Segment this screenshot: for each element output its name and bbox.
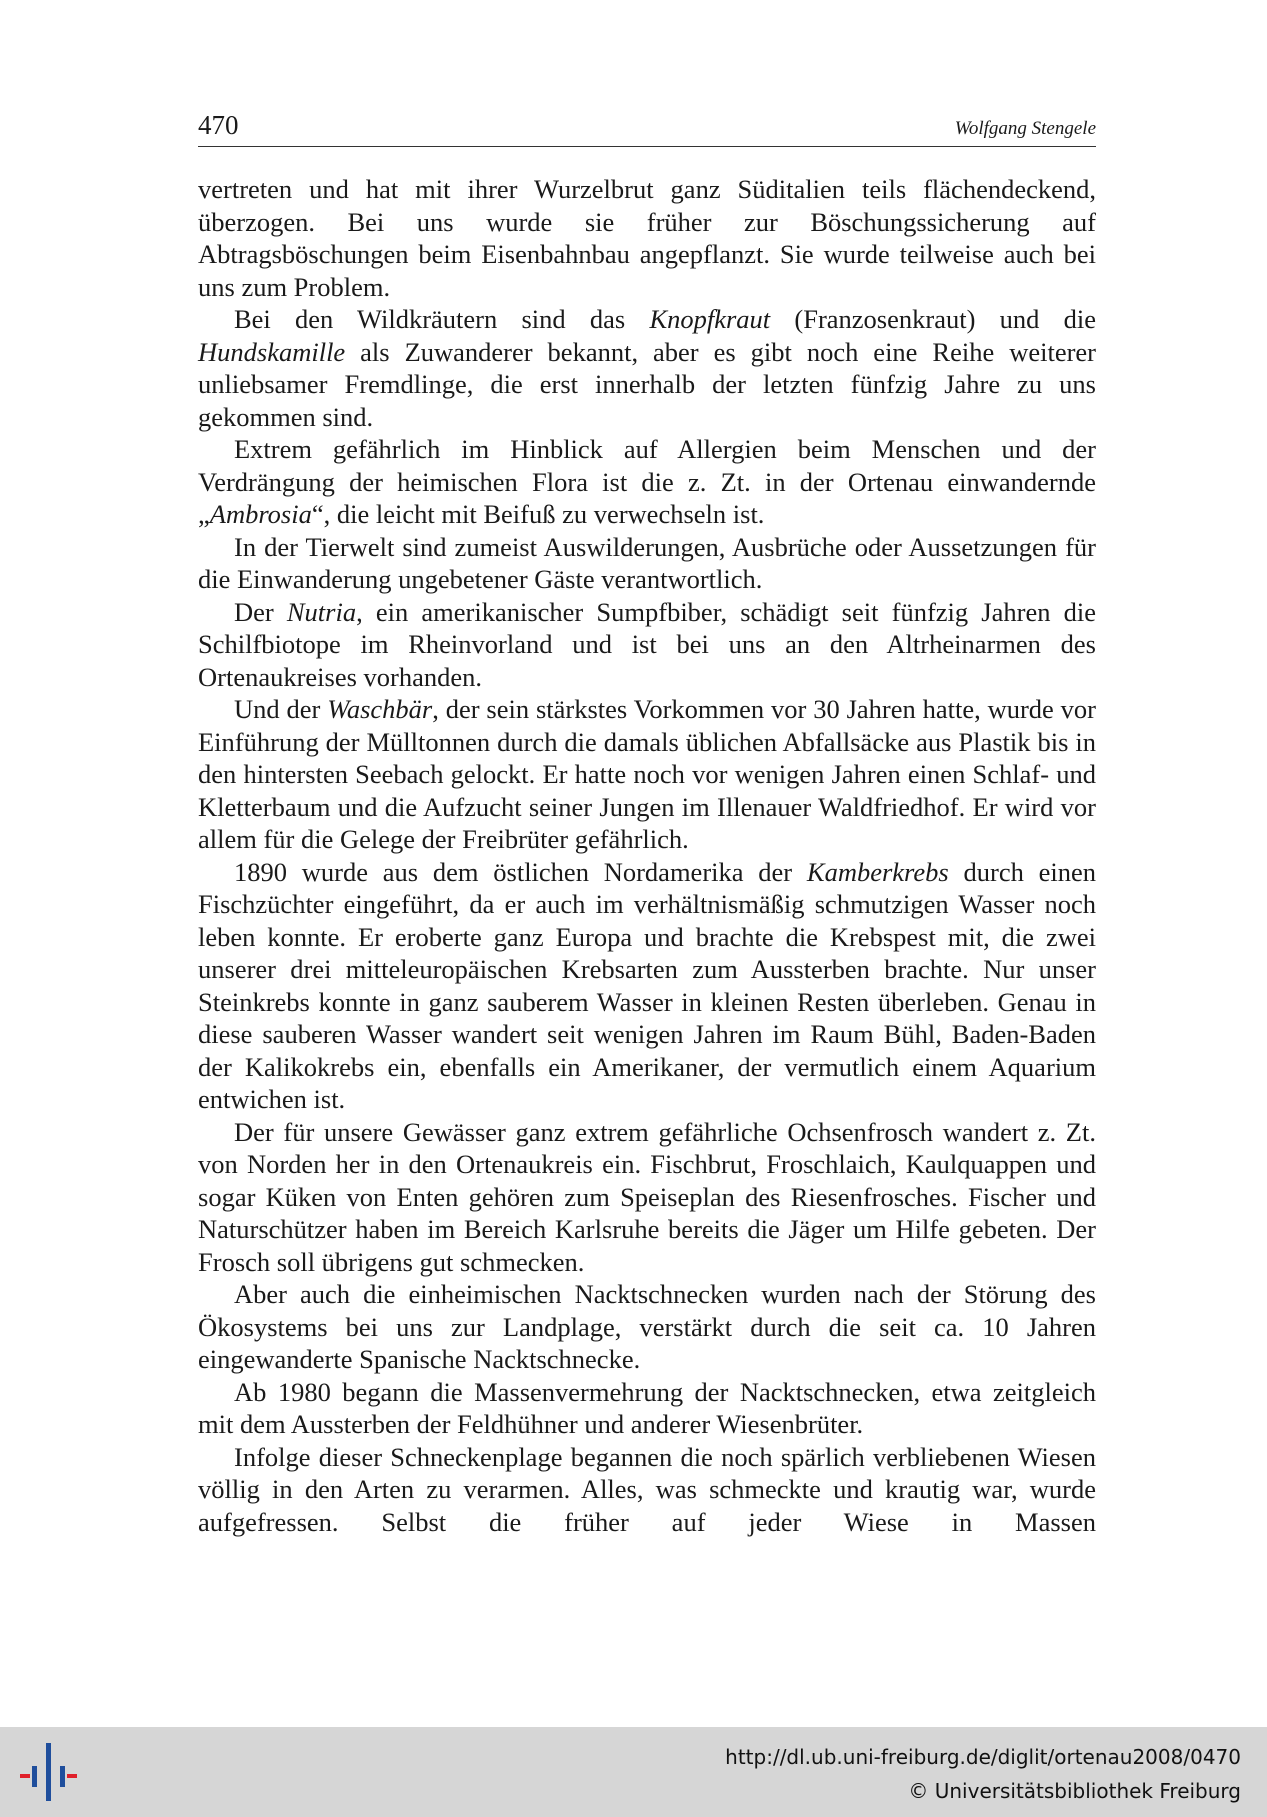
paragraph	[198, 596, 1096, 694]
paragraph	[198, 531, 1096, 596]
text-run: als Zuwanderer bekannt, aber es gibt noch eine Reihe weiterer unliebsamer Fremdlinge, die erst innerhalb der letzten fünfzig Jahre zu uns gekommen sind.	[198, 336, 1096, 432]
paragraph	[198, 1441, 1096, 1539]
paragraph	[198, 856, 1096, 1116]
copyright-notice: © Universitätsbibliothek Freiburg	[908, 1779, 1241, 1803]
permalink-url[interactable]: http://dl.ub.uni-freiburg.de/diglit/ortenau2008/0470	[725, 1745, 1241, 1769]
text-run: Und der	[234, 694, 328, 724]
ub-freiburg-logo-icon[interactable]	[18, 1737, 80, 1807]
logo-bar-left	[32, 1766, 37, 1787]
text-run: (Franzosenkraut) und die	[770, 304, 1096, 334]
italic-term: Knopfkraut	[649, 304, 771, 334]
paragraph	[198, 1278, 1096, 1376]
text-run: Ab 1980 begann die Massenvermehrung der Nacktschnecken, etwa zeitgleich mit dem Aussterben der Feldhühner und anderer Wiesenbrüter.	[198, 1376, 1096, 1439]
article-body	[198, 173, 1096, 1538]
text-run: In der Tierwelt sind zumeist Auswilderungen, Ausbrüche oder Aussetzungen für die Einwanderung ungebetener Gäste verantwortlich.	[198, 531, 1096, 594]
italic-term: Hundskamille	[198, 336, 346, 367]
text-run: , der sein stärkstes Vorkommen vor 30 Jahren hatte, wurde vor Einführung der Mülltonnen durch die damals üblichen Abfallsäcke aus Plastik bis in den hintersten Seebach gelockt. Er hatte noch vor wenigen Jahren einen Schlaf- und Kletterbaum und die Aufzucht seiner Jungen im Illenauer Waldfriedhof. Er wird vor allem für die Gelege der Freibrüter gefährlich.	[198, 694, 1096, 854]
logo-dash-left	[20, 1774, 30, 1778]
text-run: Infolge dieser Schneckenplage begannen die noch spärlich verbliebenen Wiesen völlig in den Arten zu verarmen. Alles, was schmeckte und krautig war, wurde aufgefressen. Selbst die früher auf jeder Wiese in Massen	[198, 1441, 1096, 1537]
paragraph	[198, 433, 1096, 531]
text-run: Aber auch die einheimischen Nacktschnecken wurden nach der Störung des Ökosystems bei uns zur Landplage, verstärkt durch die seit ca. 10 Jahren eingewanderte Spanische Nacktschnecke.	[198, 1279, 1096, 1374]
paragraph	[198, 693, 1096, 856]
page-header	[198, 108, 1096, 147]
text-run: Bei den Wildkräutern sind das	[234, 304, 650, 334]
italic-term: Nutria	[286, 596, 357, 627]
text-run: Extrem gefährlich im Hinblick auf Allergien beim Menschen und der Verdrängung der heimischen Flora ist die z. Zt. in der Ortenau einwandernde „	[198, 434, 1096, 529]
paragraph	[198, 173, 1096, 303]
text-run: durch einen Fischzüchter eingeführt, da er auch im verhältnismäßig schmutzigen Wasser noch leben konnte. Er eroberte ganz Europa und brachte die Krebspest mit, die zwei unserer drei mitteleuropäischen Krebsarten zum Aussterben brachte. Nur unser Steinkrebs konnte in ganz sauberem Wasser in kleinen Resten überleben. Genau in diese sauberen Wasser wandert seit wenigen Jahren im Raum Bühl, Baden-Baden der Kalikokrebs ein, ebenfalls ein Amerikaner, der vermutlich einem Aquarium entwichen ist.	[198, 856, 1096, 1114]
logo-dash-right	[67, 1774, 77, 1778]
footer-bar	[0, 1727, 1267, 1817]
text-run: Der	[234, 596, 287, 627]
logo-bar-center	[46, 1743, 51, 1801]
paragraph	[198, 1376, 1096, 1441]
text-run: “, die leicht mit Beifuß zu verwechseln ist.	[311, 499, 765, 529]
italic-term: Ambrosia	[209, 499, 312, 529]
text-run: vertreten und hat mit ihrer Wurzelbrut ganz Süditalien teils flächendeckend, überzogen. Bei uns wurde sie früher zur Böschungssicherung auf Abtragsböschungen beim Eisenbahnbau angepflanzt. Sie wurde teilweise auch bei uns zum Problem.	[198, 174, 1096, 302]
page-number: 470	[198, 110, 239, 140]
paragraph	[198, 1116, 1096, 1279]
running-head-author: Wolfgang Stengele	[954, 118, 1096, 139]
text-run: , ein amerikanischer Sumpfbiber, schädigt seit fünfzig Jahren die Schilfbiotope im Rheinvorland und ist bei uns an den Altrheinarmen des Ortenaukreises vorhanden.	[198, 596, 1096, 692]
text-run: Der für unsere Gewässer ganz extrem gefährliche Ochsenfrosch wandert z. Zt. von Norden her in den Ortenaukreis ein. Fischbrut, Froschlaich, Kaulquappen und sogar Küken von Enten gehören zum Speiseplan des Riesenfrosches. Fischer und Naturschützer haben im Bereich Karlsruhe bereits die Jäger um Hilfe gebeten. Der Frosch soll übrigens gut schmecken.	[198, 1116, 1096, 1277]
logo-bar-right	[60, 1766, 65, 1787]
italic-term: Waschbär	[327, 694, 433, 724]
italic-term: Kamberkrebs	[806, 856, 949, 887]
text-run: 1890 wurde aus dem östlichen Nordamerika der	[234, 856, 807, 887]
paragraph	[198, 303, 1096, 433]
